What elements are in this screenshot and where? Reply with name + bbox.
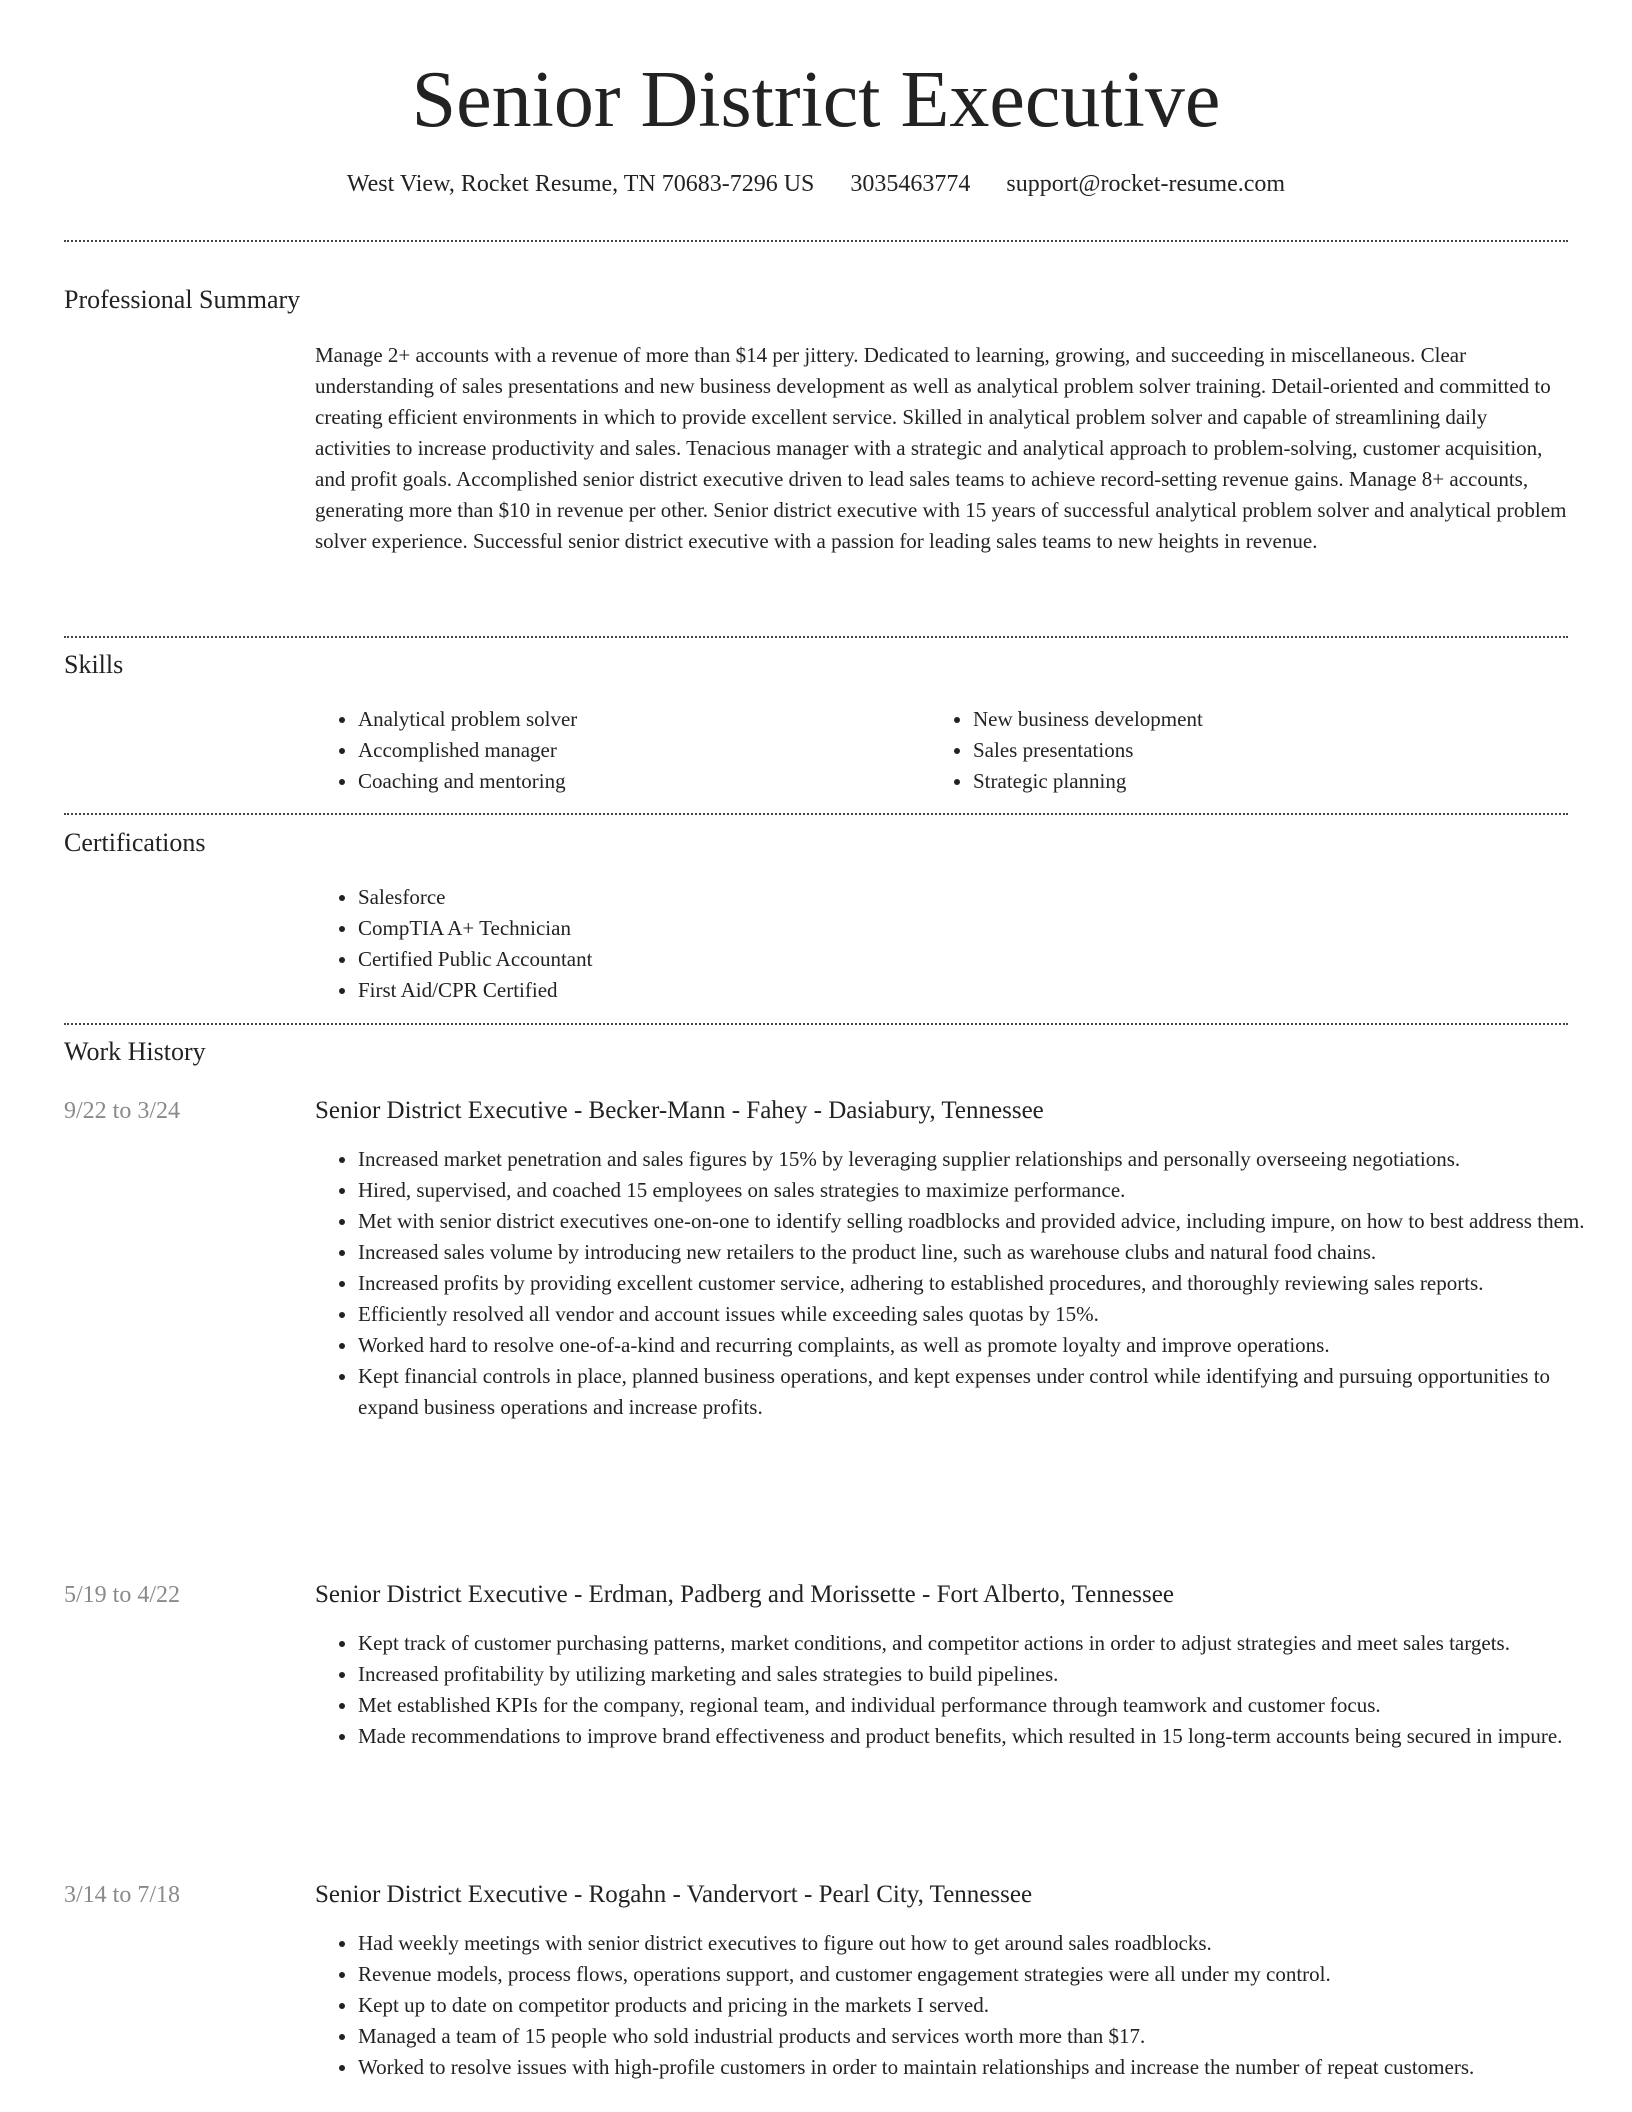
skill-item: • Coaching and mentoring bbox=[358, 766, 918, 797]
certification-item: • CompTIA A+ Technician bbox=[358, 913, 1358, 944]
skills-list-right bbox=[930, 704, 1573, 797]
summary-text: Manage 2+ accounts with a revenue of more than $14 per jittery. Dedicated to learning, growing, and succeeding in miscellaneous. Clear understanding of sales presentations and new business development as well as analytical problem solver training. Detail-oriented and committed to creating efficient environments in which to provide excellent service. Skilled in analytical problem solver and capable of streamlining daily activities to increase productivity and sales. Tenacious manager with a strategic and analytical approach to problem-solving, customer acquisition, and profit goals. Accomplished senior district executive driven to lead sales teams to achieve record-setting revenue gains. Manage 8+ accounts, generating more than $10 in revenue per other. Senior district executive with 15 years of successful analytical problem solver and analytical problem solver experience. Successful senior district executive with a passion for leading sales teams to new heights in revenue. bbox=[315, 343, 1567, 553]
job-dates: 5/19 to 4/22 bbox=[64, 1582, 181, 1608]
job-bullet: • Increased profitability by utilizing marketing and sales strategies to build pipelines. bbox=[358, 1659, 1611, 1690]
certification-item: • First Aid/CPR Certified bbox=[358, 975, 1358, 1006]
job-bullets bbox=[315, 1628, 1611, 1752]
job-bullet: • Kept up to date on competitor products and pricing in the markets I served. bbox=[358, 1990, 1611, 2021]
skills-heading: Skills bbox=[64, 650, 124, 679]
contact-email: support@rocket-resume.com bbox=[1006, 171, 1286, 197]
job-bullet: • Met established KPIs for the company, regional team, and individual performance through teamwork and customer focus. bbox=[358, 1690, 1611, 1721]
job-bullet: • Revenue models, process flows, operations support, and customer engagement strategies were all under my control. bbox=[358, 1959, 1611, 1990]
job-title: Senior District Executive - Becker-Mann - Fahey - Dasiabury, Tennessee bbox=[315, 1097, 1044, 1124]
skill-item: • New business development bbox=[973, 704, 1573, 735]
job-bullet: • Increased sales volume by introducing new retailers to the product line, such as warehouse clubs and natural food chains. bbox=[358, 1237, 1611, 1268]
section-divider bbox=[64, 813, 1568, 815]
job-bullet: • Made recommendations to improve brand effectiveness and product benefits, which resulted in 15 long-term accounts being secured in impure. bbox=[358, 1721, 1611, 1752]
certification-item: • Certified Public Accountant bbox=[358, 944, 1358, 975]
job-bullet: • Efficiently resolved all vendor and account issues while exceeding sales quotas by 15%. bbox=[358, 1299, 1611, 1330]
contact-line bbox=[0, 168, 1632, 200]
job-bullet: • Kept track of customer purchasing patterns, market conditions, and competitor actions in order to adjust strategies and meet sales targets. bbox=[358, 1628, 1611, 1659]
certifications-list bbox=[315, 882, 1358, 1006]
certification-item: • Salesforce bbox=[358, 882, 1358, 913]
section-divider bbox=[64, 240, 1568, 242]
skill-item: • Analytical problem solver bbox=[358, 704, 918, 735]
job-dates: 3/14 to 7/18 bbox=[64, 1882, 181, 1908]
job-title: Senior District Executive - Erdman, Padberg and Morissette - Fort Alberto, Tennessee bbox=[315, 1581, 1174, 1608]
certifications-heading: Certifications bbox=[64, 828, 206, 857]
job-bullet: • Increased profits by providing excellent customer service, adhering to established procedures, and thoroughly reviewing sales reports. bbox=[358, 1268, 1611, 1299]
job-bullet: • Hired, supervised, and coached 15 employees on sales strategies to maximize performance. bbox=[358, 1175, 1611, 1206]
job-bullet: • Met with senior district executives one-on-one to identify selling roadblocks and provided advice, including impure, on how to best address them. bbox=[358, 1206, 1611, 1237]
job-bullet: • Worked to resolve issues with high-profile customers in order to maintain relationships and increase the number of repeat customers. bbox=[358, 2052, 1611, 2083]
job-bullet: • Had weekly meetings with senior district executives to figure out how to get around sales roadblocks. bbox=[358, 1928, 1611, 1959]
job-bullet: • Managed a team of 15 people who sold industrial products and services worth more than $17. bbox=[358, 2021, 1611, 2052]
contact-address: West View, Rocket Resume, TN 70683-7296 US bbox=[346, 171, 815, 197]
summary-heading: Professional Summary bbox=[64, 285, 301, 314]
skill-item: • Sales presentations bbox=[973, 735, 1573, 766]
work-history-heading: Work History bbox=[64, 1037, 206, 1066]
job-bullets bbox=[315, 1928, 1611, 2083]
skill-item: • Strategic planning bbox=[973, 766, 1573, 797]
job-dates: 9/22 to 3/24 bbox=[64, 1098, 181, 1124]
job-title: Senior District Executive - Rogahn - Vandervort - Pearl City, Tennessee bbox=[315, 1881, 1033, 1908]
job-bullet: • Worked hard to resolve one-of-a-kind and recurring complaints, as well as promote loyalty and improve operations. bbox=[358, 1330, 1611, 1361]
resume-name: Senior District Executive bbox=[411, 56, 1221, 144]
job-bullets bbox=[315, 1144, 1611, 1423]
job-bullet: • Increased market penetration and sales figures by 15% by leveraging supplier relationships and personally overseeing negotiations. bbox=[358, 1144, 1611, 1175]
section-divider bbox=[64, 1023, 1568, 1025]
skills-list-left bbox=[315, 704, 918, 797]
skill-item: • Accomplished manager bbox=[358, 735, 918, 766]
job-bullet: • Kept financial controls in place, planned business operations, and kept expenses under control while identifying and pursuing opportunities to expand business operations and increase profits. bbox=[358, 1361, 1611, 1423]
contact-phone: 3035463774 bbox=[850, 171, 971, 197]
section-divider bbox=[64, 636, 1568, 638]
